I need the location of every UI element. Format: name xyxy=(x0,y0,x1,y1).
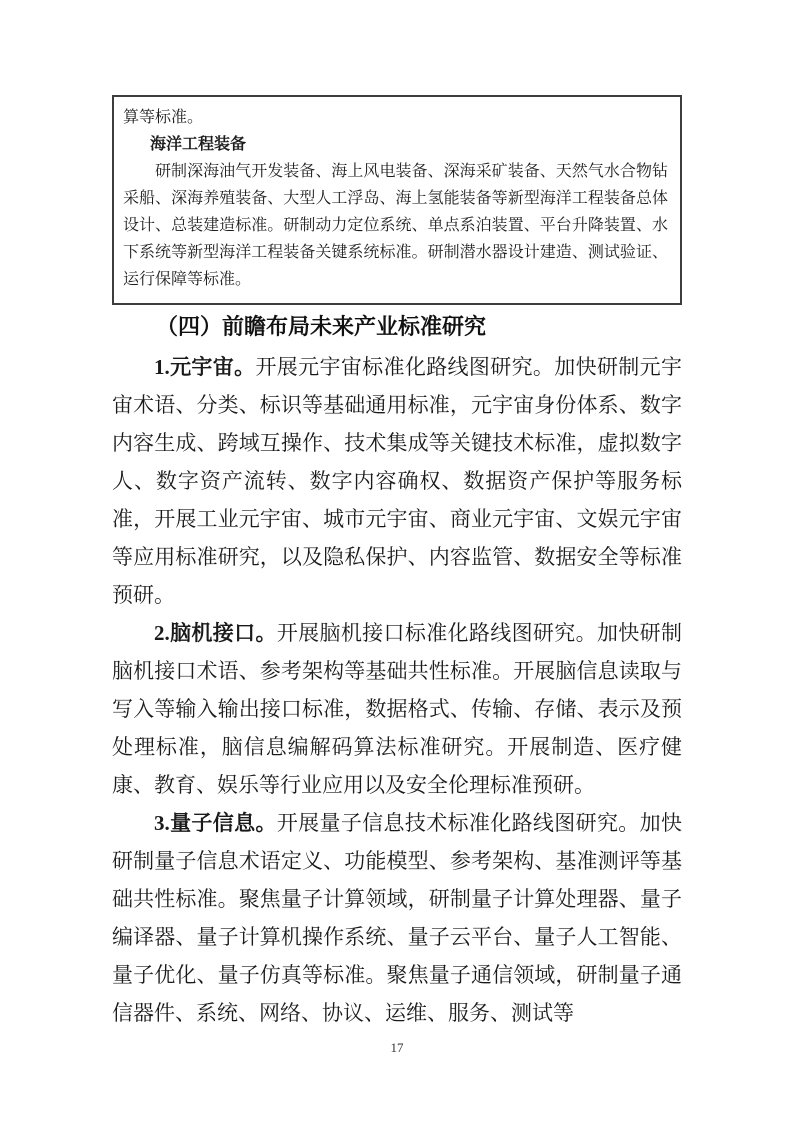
paragraph-brain-computer-interface-body: 开展脑机接口标准化路线图研究。加快研制脑机接口术语、参考架构等基础共性标准。开展脑信息读取与写入等输入输出接口标准，数据格式、传输、存储、表示及预处理标准，脑信息编解码算法标准研究。开展制造、医疗健康、教育、娱乐等行业应用以及安全伦理标准预研。 xyxy=(112,621,682,797)
section-heading: （四）前瞻布局未来产业标准研究 xyxy=(156,314,487,339)
callout-paragraph: 研制深海油气开发装备、海上风电装备、深海采矿装备、天然气水合物钻采船、深海养殖装备、大型人工浮岛、海上氢能装备等新型海洋工程装备总体设计、总装建造标准。研制动力定位系统、单点系泊装置、平台升降装置、水下系统等新型海洋工程装备关键系统标准。研制潜水器设计建造、测试验证、运行保障等标准。 xyxy=(123,163,668,288)
paragraph-metaverse-body: 开展元宇宙标准化路线图研究。加快研制元宇宙术语、分类、标识等基础通用标准，元宇宙身份体系、数字内容生成、跨域互操作、技术集成等关键技术标准，虚拟数字人、数字资产流转、数字内容确权、数据资产保护等服务标准，开展工业元宇宙、城市元宇宙、商业元宇宙、文娱元宇宙等应用标准研究，以及隐私保护、内容监管、数据安全等标准预研。 xyxy=(112,355,682,607)
paragraph-metaverse xyxy=(112,348,682,614)
callout-subheading: 海洋工程装备 xyxy=(150,136,247,153)
paragraph-brain-computer-interface xyxy=(112,614,682,804)
page-number: 17 xyxy=(390,1040,404,1055)
paragraph-quantum-information-lead: 3.量子信息。 xyxy=(154,811,277,835)
paragraph-brain-computer-interface-lead: 2.脑机接口。 xyxy=(154,621,277,645)
marine-equipment-callout-box xyxy=(112,95,682,305)
paragraph-quantum-information xyxy=(112,804,682,1032)
main-content xyxy=(112,306,682,1032)
callout-continuation-line: 算等标准。 xyxy=(123,109,204,126)
paragraph-quantum-information-body: 开展量子信息技术标准化路线图研究。加快研制量子信息术语定义、功能模型、参考架构、基准测评等基础共性标准。聚焦量子计算领域，研制量子计算处理器、量子编译器、量子计算机操作系统、量子云平台、量子人工智能、量子优化、量子仿真等标准。聚焦量子通信领域，研制量子通信器件、系统、网络、协议、运维、服务、测试等 xyxy=(112,811,682,1025)
paragraph-metaverse-lead: 1.元宇宙。 xyxy=(154,355,256,379)
